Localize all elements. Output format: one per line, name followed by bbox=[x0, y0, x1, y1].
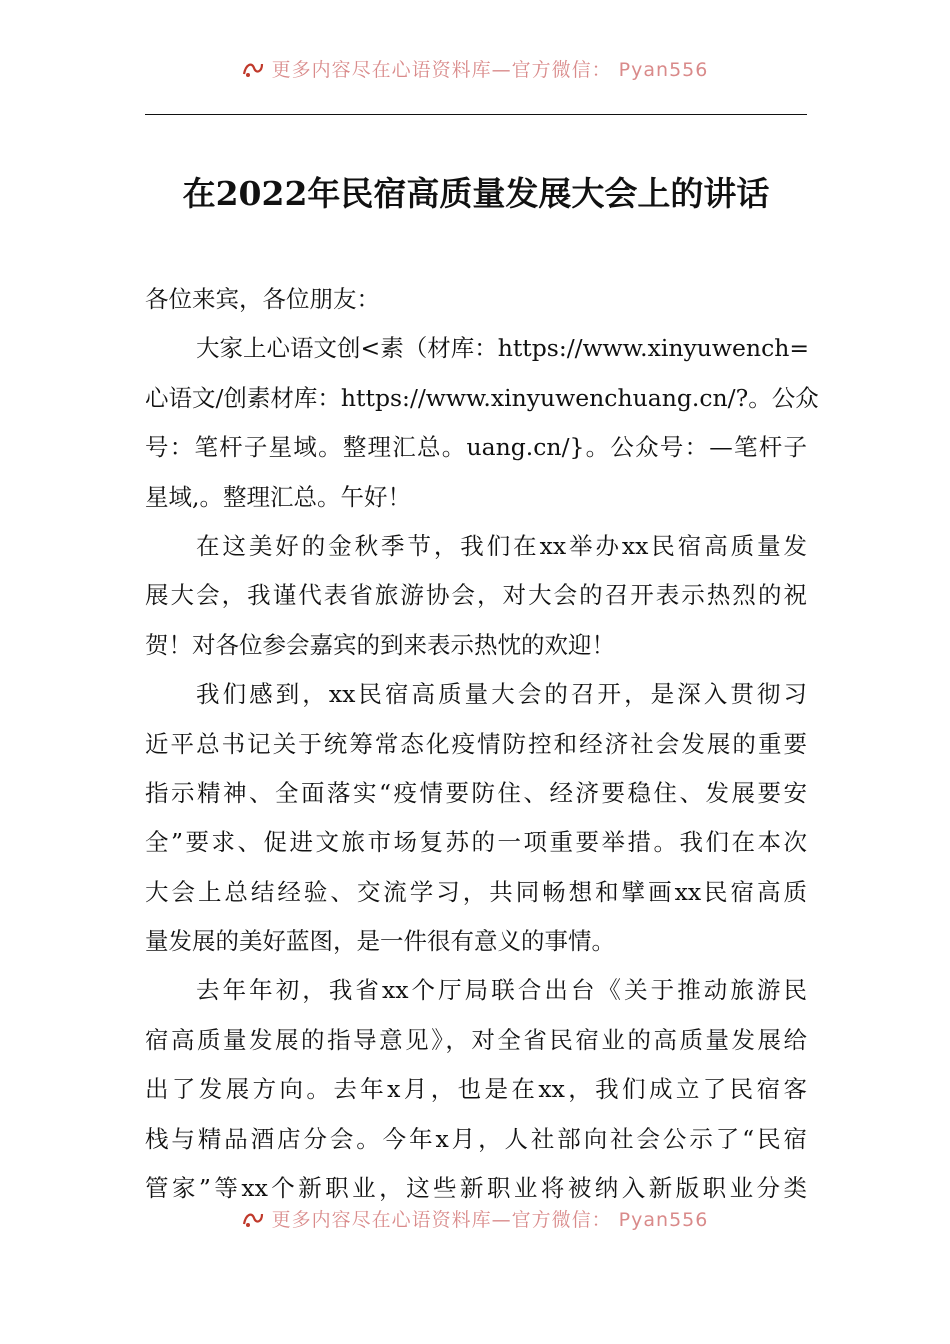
paragraph-line: 栈与精品酒店分会。今年x月，人社部向社会公示了“民宿 bbox=[145, 1124, 807, 1153]
paragraph-line: 去年年初，我省xx个厅局联合出台《关于推动旅游民 bbox=[196, 976, 807, 1005]
logo-icon bbox=[242, 1210, 264, 1228]
document-title: 在2022年民宿高质量发展大会上的讲话 bbox=[182, 174, 770, 213]
paragraph-line: 贺！对各位参会嘉宾的到来表示热忱的欢迎！ bbox=[145, 630, 615, 659]
paragraph-line: 量发展的美好蓝图，是一件很有意义的事情。 bbox=[145, 927, 615, 956]
paragraph-line: 全”要求、促进文旅市场复苏的一项重要举措。我们在本次 bbox=[145, 828, 807, 857]
header-watermark-text: 更多内容尽在心语资料库—官方微信： Pyan556 bbox=[271, 59, 709, 80]
paragraph-line: 大家上心语文创<素（材库：https://www.xinyuwench= bbox=[196, 334, 810, 363]
paragraph-line: 号：笔杆子星域。整理汇总。uang.cn/}。公众号：—笔杆子 bbox=[145, 433, 807, 462]
paragraph-line: 星域,。整理汇总。午好！ bbox=[145, 482, 411, 511]
document-body bbox=[145, 276, 819, 1214]
paragraph-line: 在这美好的金秋季节，我们在xx举办xx民宿高质量发 bbox=[196, 531, 807, 560]
header-watermark bbox=[0, 58, 950, 80]
logo-icon bbox=[242, 60, 264, 78]
paragraph-line: 近平总书记关于统筹常态化疫情防控和经济社会发展的重要 bbox=[145, 729, 807, 758]
footer-watermark bbox=[0, 1208, 950, 1230]
paragraph-line: 宿高质量发展的指导意见》，对全省民宿业的高质量发展给 bbox=[145, 1025, 807, 1054]
paragraph-line: 大会上总结经验、交流学习，共同畅想和擘画xx民宿高质 bbox=[145, 877, 807, 906]
paragraph-line: 管家”等xx个新职业，这些新职业将被纳入新版职业分类 bbox=[145, 1174, 807, 1203]
paragraph-line: 出了发展方向。去年x月，也是在xx，我们成立了民宿客 bbox=[145, 1075, 807, 1104]
paragraph-line: 心语文/创素材库：https://www.xinyuwenchuang.cn/?。公众 bbox=[145, 383, 819, 412]
footer-watermark-text: 更多内容尽在心语资料库—官方微信： Pyan556 bbox=[271, 1209, 709, 1230]
paragraph-line: 指示精神、全面落实“疫情要防住、经济要稳住、发展要安 bbox=[145, 778, 807, 807]
paragraph-line: 展大会，我谨代表省旅游协会，对大会的召开表示热烈的祝 bbox=[145, 581, 807, 610]
header-rule bbox=[145, 114, 807, 115]
salutation-line: 各位来宾，各位朋友： bbox=[145, 285, 380, 313]
paragraph-line: 我们感到，xx民宿高质量大会的召开，是深入贯彻习 bbox=[196, 680, 807, 709]
